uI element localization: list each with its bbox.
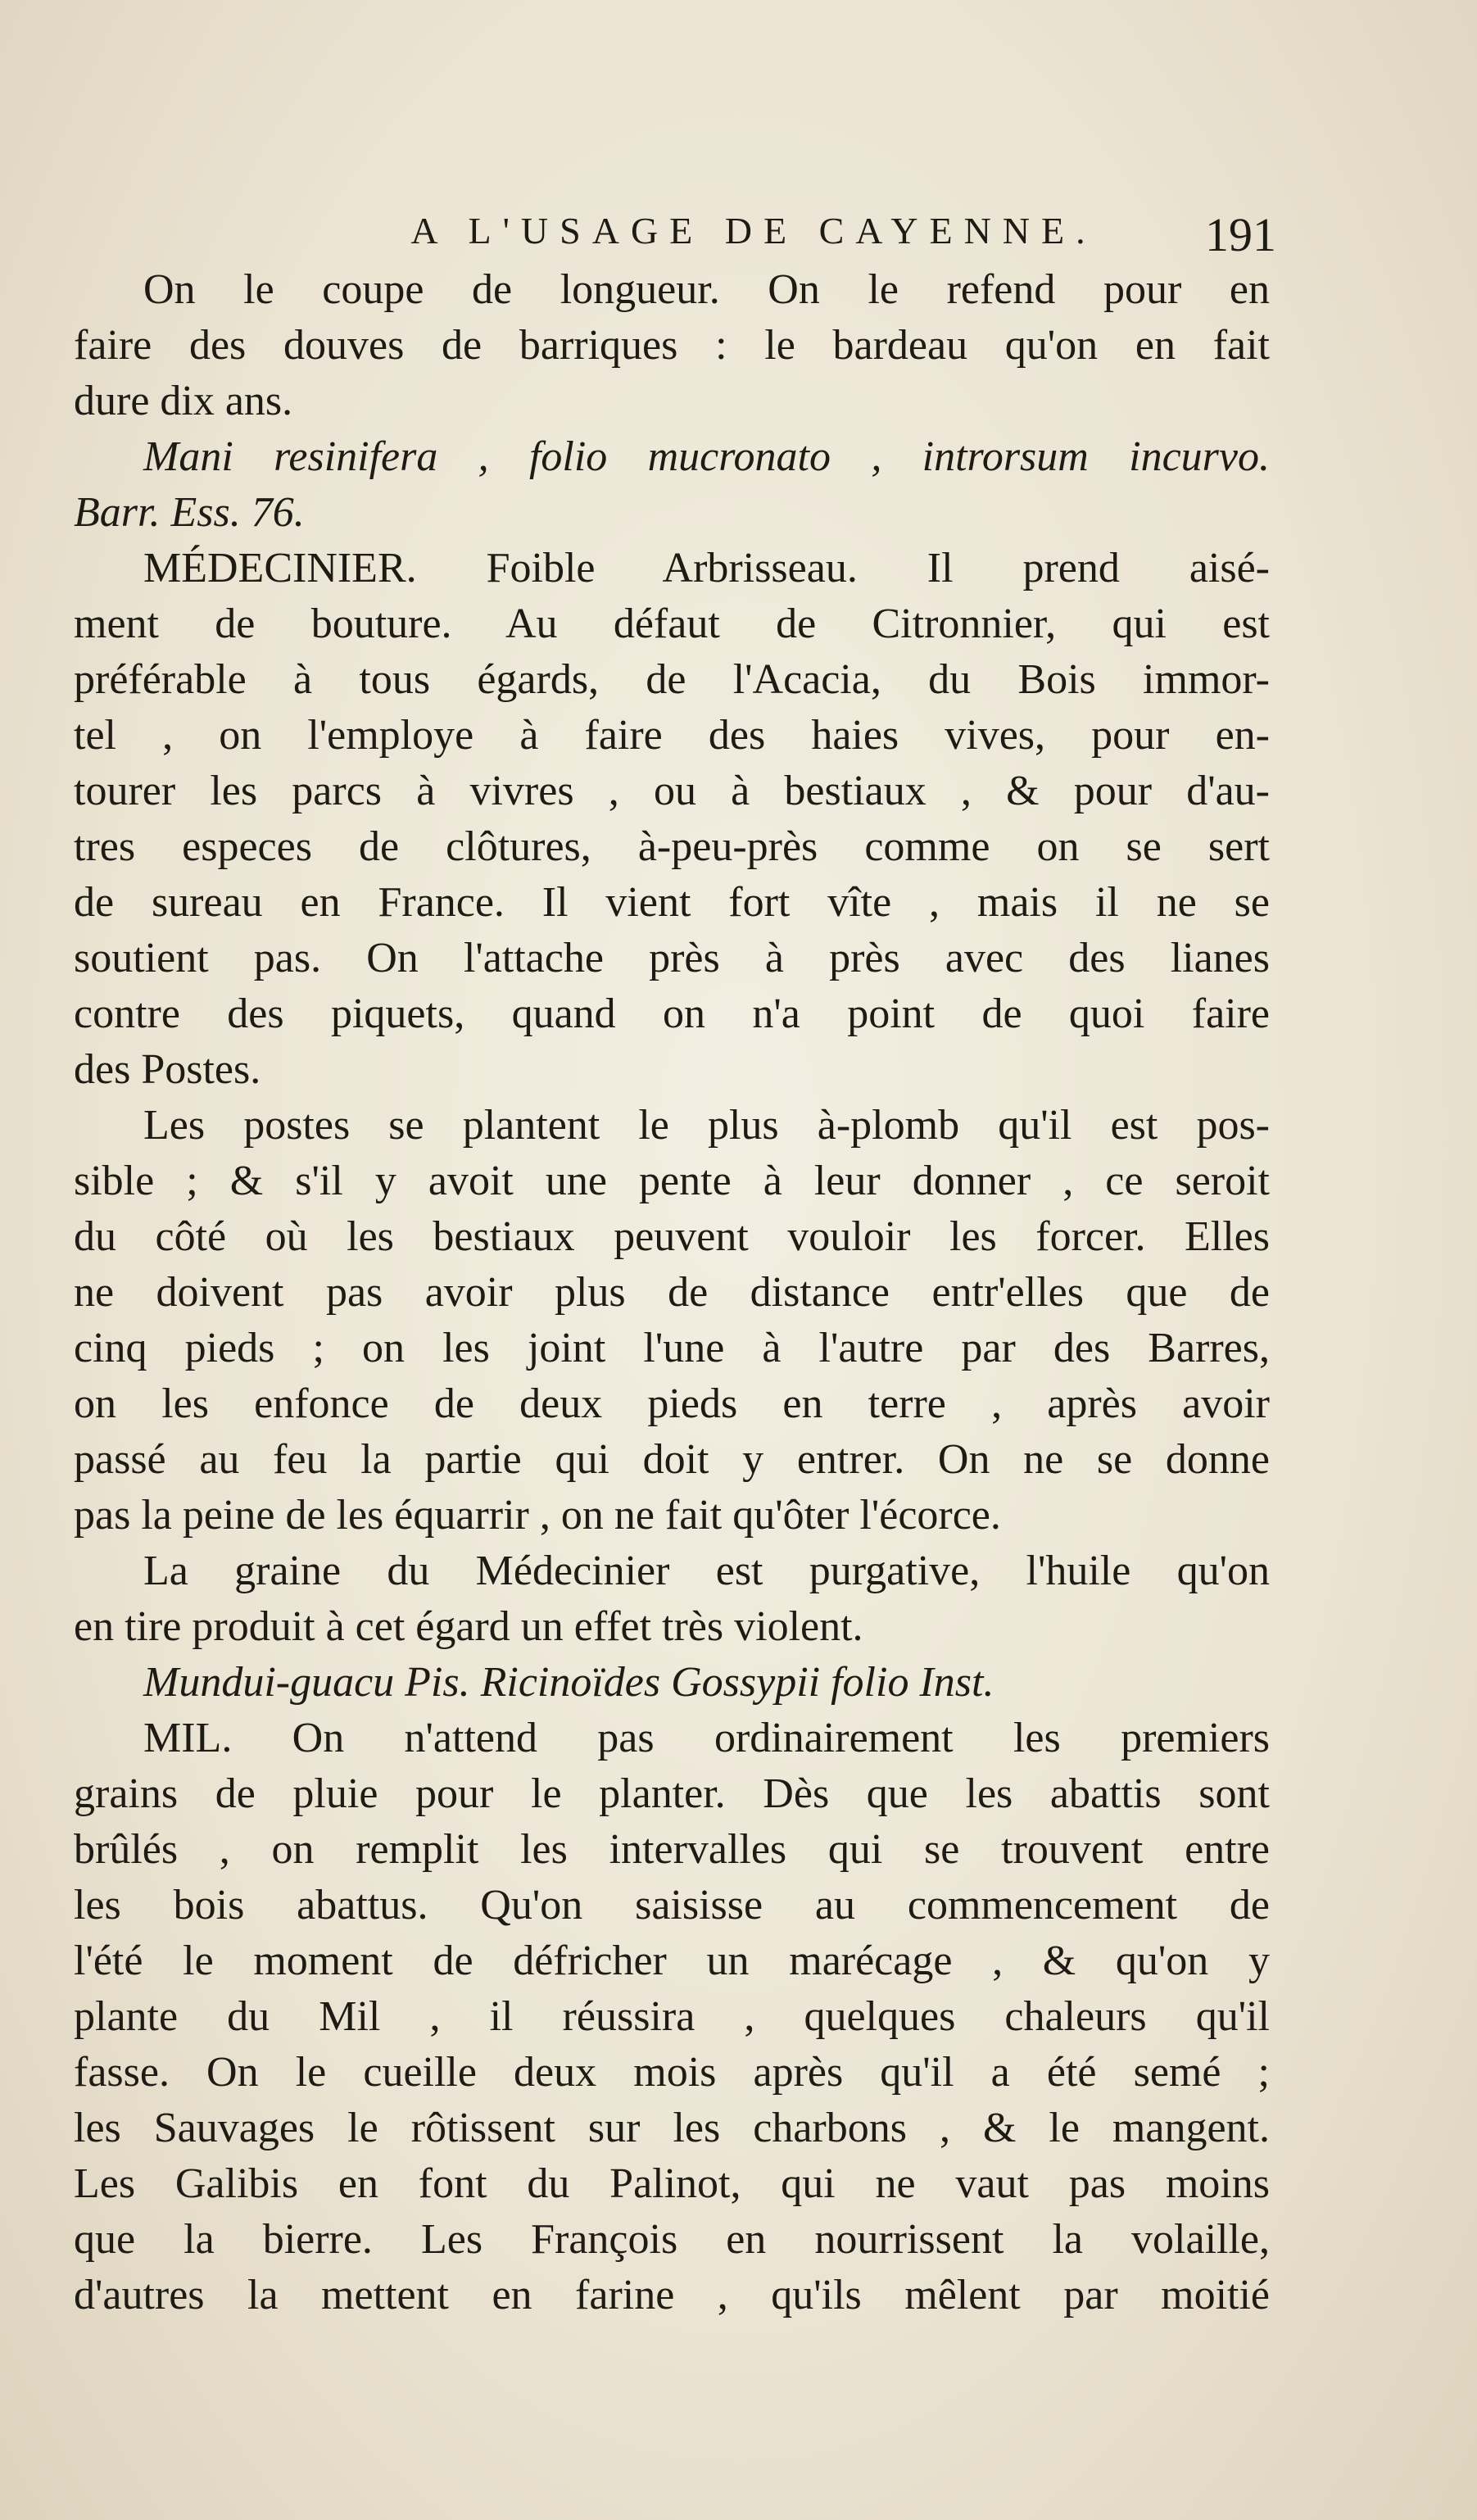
text-line: Les Galibis en font du Palinot, qui ne vaut pas moins — [74, 2160, 1270, 2207]
text-line: préférable à tous égards, de l'Acacia, du Bois immor- — [74, 656, 1270, 703]
text-line: que la bierre. Les François en nourrissent la volaille, — [74, 2216, 1270, 2263]
text-line: sible ; & s'il y avoit une pente à leur donner , ce seroit — [74, 1158, 1270, 1204]
text-line: cinq pieds ; on les joint l'une à l'autre par des Barres, — [74, 1325, 1270, 1371]
text-line: MIL. On n'attend pas ordinairement les premiers — [143, 1715, 1270, 1761]
page-number: 191 — [1205, 208, 1276, 261]
text-line: passé au feu la partie qui doit y entrer. On ne se donne — [74, 1436, 1270, 1483]
text-line: on les enfonce de deux pieds en terre , après avoir — [74, 1380, 1270, 1427]
text-line: Barr. Ess. 76. — [74, 489, 305, 536]
text-line: l'été le moment de défricher un marécage , & qu'on y — [74, 1938, 1270, 1984]
text-line: du côté où les bestiaux peuvent vouloir les forcer. Elles — [74, 1213, 1270, 1260]
text-line: plante du Mil , il réussira , quelques chaleurs qu'il — [74, 1993, 1270, 2040]
running-title: A L'USAGE DE CAYENNE. — [410, 210, 1097, 252]
text-line: ment de bouture. Au défaut de Citronnier, qui est — [74, 601, 1270, 647]
text-line: les bois abattus. Qu'on saisisse au commencement de — [74, 1882, 1270, 1929]
text-line: d'autres la mettent en farine , qu'ils mêlent par moitié — [74, 2272, 1270, 2318]
text-line: Les postes se plantent le plus à-plomb qu'il est pos- — [143, 1102, 1270, 1149]
text-line: contre des piquets, quand on n'a point de quoi faire — [74, 990, 1270, 1037]
text-line: brûlés , on remplit les intervalles qui se trouvent entre — [74, 1826, 1270, 1873]
text-line: Mundui-guacu Pis. Ricinoïdes Gossypii folio Inst. — [143, 1659, 994, 1706]
body-text — [74, 262, 1270, 2323]
text-line: tourer les parcs à vivres , ou à bestiaux , & pour d'au- — [74, 768, 1270, 814]
text-line: les Sauvages le rôtissent sur les charbons , & le mangent. — [74, 2105, 1270, 2151]
text-line: de sureau en France. Il vient fort vîte , mais il ne se — [74, 879, 1270, 926]
text-line: soutient pas. On l'attache près à près avec des lianes — [74, 935, 1270, 981]
text-line: pas la peine de les équarrir , on ne fait qu'ôter l'écorce. — [74, 1492, 1001, 1539]
text-line: tres especes de clôtures, à-peu-près comme on se sert — [74, 823, 1270, 870]
text-line: grains de pluie pour le planter. Dès que les abattis sont — [74, 1770, 1270, 1817]
text-line: faire des douves de barriques : le bardeau qu'on en fait — [74, 322, 1270, 369]
text-line: La graine du Médecinier est purgative, l'huile qu'on — [143, 1548, 1270, 1594]
text-line: tel , on l'employe à faire des haies vives, pour en- — [74, 712, 1270, 759]
text-line: en tire produit à cet égard un effet très violent. — [74, 1603, 863, 1650]
text-line: dure dix ans. — [74, 378, 293, 424]
text-line: des Postes. — [74, 1046, 261, 1093]
text-line: fasse. On le cueille deux mois après qu'il a été semé ; — [74, 2049, 1270, 2096]
text-line: ne doivent pas avoir plus de distance entr'elles que de — [74, 1269, 1270, 1316]
text-line: MÉDECINIER. Foible Arbrisseau. Il prend aisé- — [143, 545, 1270, 591]
text-line: On le coupe de longueur. On le refend pour en — [143, 266, 1270, 313]
text-line: Mani resinifera , folio mucronato , introrsum incurvo. — [143, 433, 1270, 480]
